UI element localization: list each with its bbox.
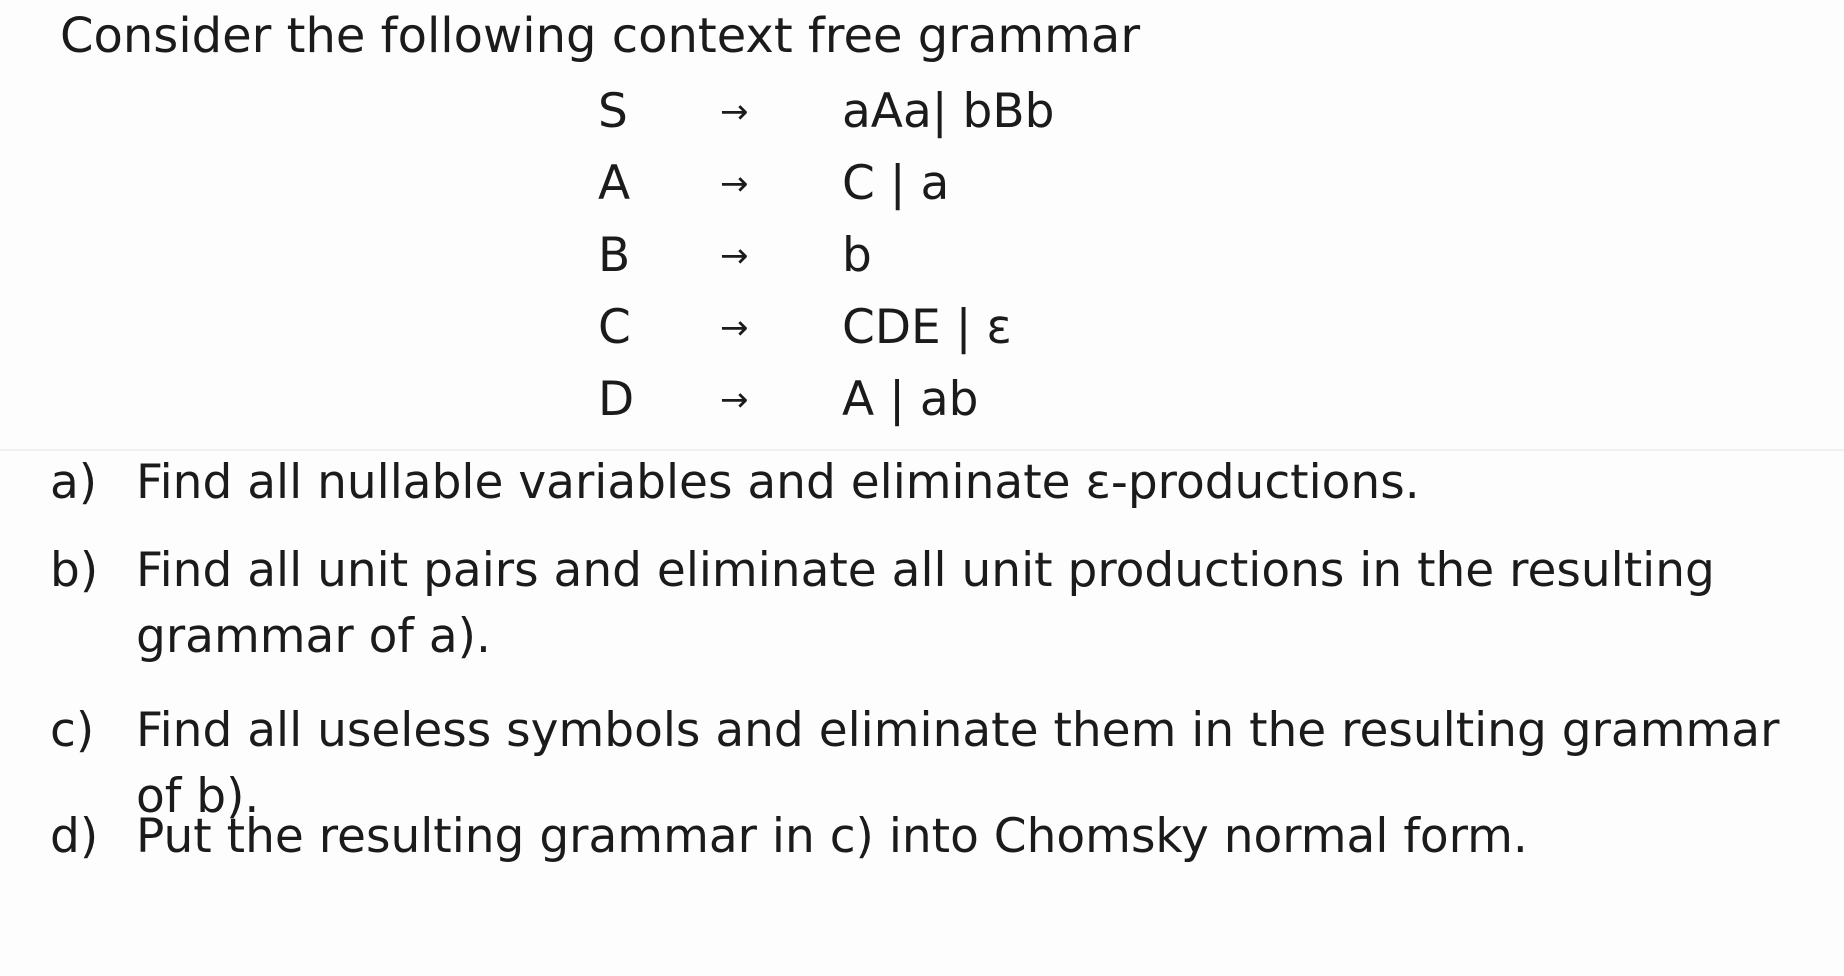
rule-lhs: C bbox=[598, 300, 631, 355]
question-label: b) bbox=[50, 543, 99, 598]
question-text: Find all useless symbols and eliminate them in the resulting grammar of b). bbox=[136, 703, 1780, 824]
question-text: Put the resulting grammar in c) into Chomsky normal form. bbox=[136, 809, 1528, 864]
arrow-icon: → bbox=[720, 380, 749, 420]
rule-rhs: C | a bbox=[842, 156, 950, 211]
rule-rhs: A | ab bbox=[842, 372, 979, 427]
question-label: d) bbox=[50, 809, 99, 864]
arrow-icon: → bbox=[720, 236, 749, 276]
rule-lhs: D bbox=[598, 372, 635, 427]
arrow-icon: → bbox=[720, 92, 749, 132]
rule-lhs: A bbox=[598, 156, 631, 211]
arrow-icon: → bbox=[720, 308, 749, 348]
question-text: Find all nullable variables and eliminate ε-productions. bbox=[136, 455, 1420, 510]
rule-rhs: CDE | ε bbox=[842, 300, 1012, 355]
question-text: Find all unit pairs and eliminate all unit productions in the resulting grammar of a). bbox=[136, 543, 1715, 664]
arrow-icon: → bbox=[720, 164, 749, 204]
intro-text: Consider the following context free grammar bbox=[60, 8, 1141, 64]
rule-lhs: S bbox=[598, 84, 628, 139]
question-label: c) bbox=[50, 703, 95, 758]
rule-rhs: b bbox=[842, 228, 872, 283]
rule-lhs: B bbox=[598, 228, 631, 283]
question-label: a) bbox=[50, 455, 98, 510]
rule-rhs: aAa| bBb bbox=[842, 84, 1055, 139]
